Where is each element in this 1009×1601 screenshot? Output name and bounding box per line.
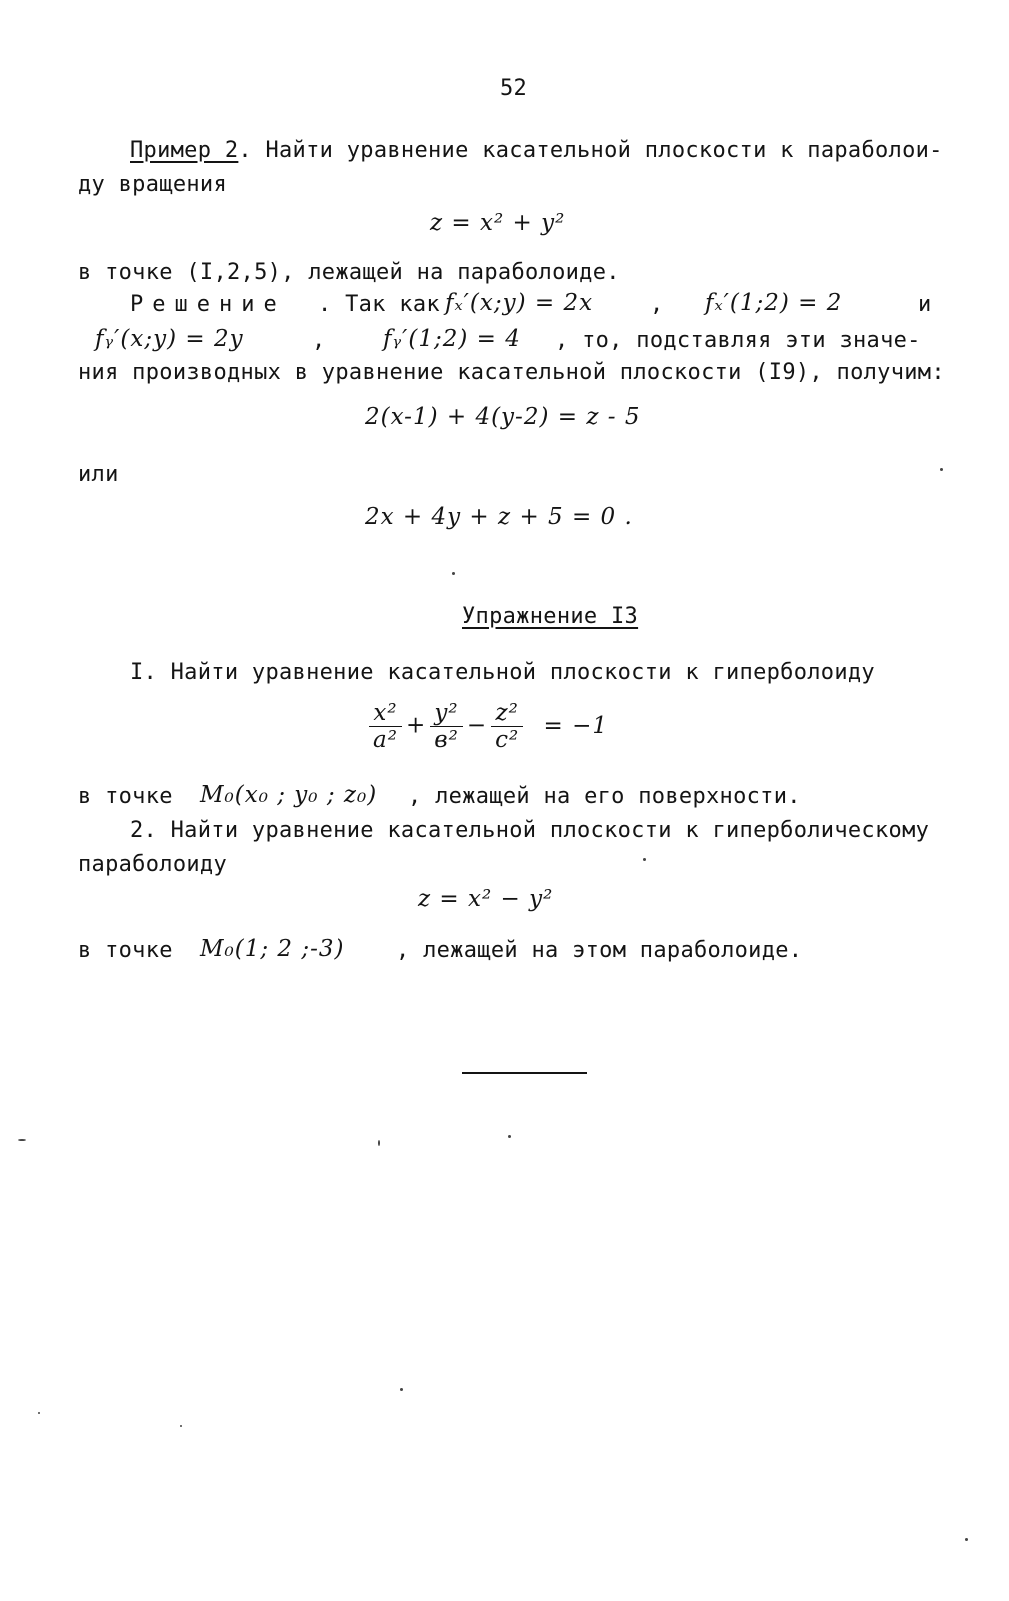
- scan-speck: [508, 1135, 511, 1138]
- example-intro-text: . Найти уравнение касательной плоскости к параболои-: [238, 138, 943, 163]
- partial-derivative-x-value: fₓ′(1;2) = 2: [705, 290, 843, 316]
- minus-sign: −: [466, 712, 488, 739]
- item-2-point-prefix: в точке: [78, 938, 173, 963]
- scan-speck: [400, 1388, 403, 1391]
- paraboloid-equation: z = x² + y²: [430, 210, 566, 236]
- example-intro-line1: [130, 138, 943, 163]
- comma-2: ,: [312, 328, 326, 353]
- fraction-y-numerator: y²: [430, 700, 463, 727]
- scan-speck: [18, 1139, 26, 1141]
- exercise-item-1: I. Найти уравнение касательной плоскости к гиперболоиду: [130, 660, 875, 685]
- partial-derivative-x: fₓ′(x;y) = 2x: [445, 290, 594, 316]
- item-1-point-prefix: в точке: [78, 784, 173, 809]
- fraction-y-denominator: в²: [434, 727, 459, 753]
- scan-speck: [965, 1538, 968, 1541]
- fraction-z: [491, 700, 523, 753]
- fraction-x-denominator: a²: [373, 727, 398, 753]
- partial-derivative-y: fᵧ′(x;y) = 2y: [95, 326, 244, 352]
- hyperboloid-equation: [365, 700, 608, 753]
- exercise-title: Упражнение I3: [462, 604, 639, 629]
- end-rule: [462, 1072, 587, 1074]
- conjunction-and: и: [918, 292, 932, 317]
- solution-line3: ния производных в уравнение касательной плоскости (I9), получим:: [78, 360, 945, 385]
- fraction-x-numerator: x²: [369, 700, 402, 727]
- or-word: или: [78, 462, 119, 487]
- scan-speck: [378, 1140, 380, 1146]
- scan-speck: [452, 572, 455, 575]
- solution-word: Решение: [130, 292, 286, 317]
- scan-speck: [38, 1412, 40, 1414]
- solution-lead: . Так как: [318, 292, 440, 317]
- scan-speck: [940, 468, 943, 471]
- fraction-y: [430, 700, 463, 753]
- tangent-plane-equation-2: 2x + 4y + z + 5 = 0 .: [365, 504, 633, 530]
- item-2-point: M₀(1; 2 ;-3): [200, 936, 345, 962]
- fraction-x: [369, 700, 402, 753]
- exercise-item-2: 2. Найти уравнение касательной плоскости к гиперболическому: [130, 818, 930, 843]
- item-2-point-suffix: , лежащей на этом параболоиде.: [396, 938, 803, 963]
- item-1-point: M₀(x₀ ; y₀ ; z₀): [200, 782, 378, 808]
- partial-derivative-y-value: fᵧ′(1;2) = 4: [383, 326, 521, 352]
- solution-tail: , то, подставляя эти значе-: [555, 328, 921, 353]
- equation-rhs: = −1: [543, 712, 609, 739]
- plus-sign: +: [405, 712, 427, 739]
- page-number: 52: [500, 76, 528, 101]
- fraction-z-numerator: z²: [491, 700, 523, 727]
- item-1-point-suffix: , лежащей на его поверхности.: [408, 784, 801, 809]
- example-label: Пример 2: [130, 138, 239, 163]
- comma-1: ,: [650, 292, 664, 317]
- example-intro-line2: ду вращения: [78, 172, 227, 197]
- fraction-z-denominator: c²: [495, 727, 520, 753]
- scan-speck: [643, 858, 646, 861]
- scan-speck: [180, 1425, 182, 1427]
- example-point-text: в точке (I,2,5), лежащей на параболоиде.: [78, 260, 620, 285]
- exercise-item-2-line2: параболоиду: [78, 852, 227, 877]
- tangent-plane-equation-1: 2(x-1) + 4(y-2) = z - 5: [365, 404, 641, 430]
- hyperbolic-paraboloid-equation: z = x² − y²: [418, 886, 554, 912]
